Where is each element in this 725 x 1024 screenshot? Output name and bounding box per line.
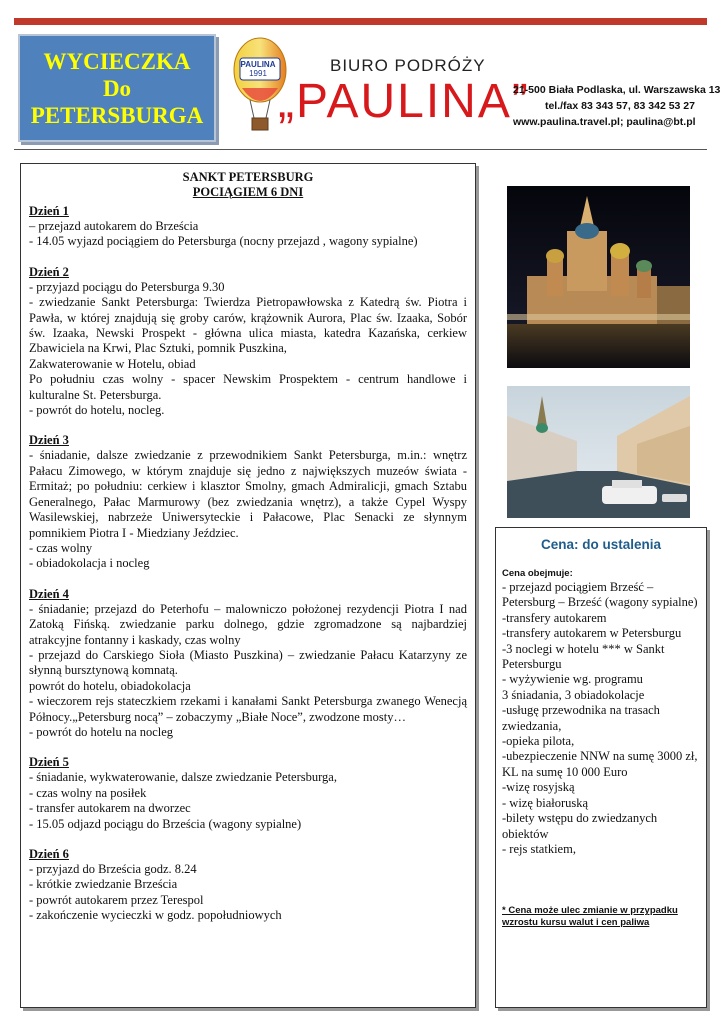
- day-2-line: Zakwaterowanie w Hotelu, obiad: [29, 356, 196, 371]
- price-item: -wizę rosyjską: [502, 780, 575, 795]
- agency-logo: [230, 36, 721, 136]
- day-4-line: - śniadanie; przejazd do Peterhofu – malowniczo położonej rezydencji Piotra I nad Zatoką Fińską. zwiedzanie parku dolnego, gdzie zgromadzone są najbardziej atrakcyjne fontanny i kaskady, czas wolny: [29, 601, 467, 647]
- day-6-line: - przyjazd do Brześcia godz. 8.24: [29, 862, 197, 876]
- price-box: [495, 527, 707, 1008]
- price-includes-label: Cena obejmuje:: [502, 568, 573, 579]
- price-item: - rejs statkiem,: [502, 841, 576, 856]
- day-4-line: - powrót do hotelu na nocleg: [29, 724, 174, 739]
- day-3-line: - śniadanie, dalsze zwiedzanie z przewodnikiem Sankt Petersburga, m.in.: wnętrz Pałacu Zimowego, w którym znajduje się jedno z największych muzeów świata - Ermitaż; po południu: cerkiew i klasztor Smolny, gmach Admiralicji, gmach Sztabu Generalnego, Pałac Marmurowy (bez zwiedzania wnętrz), a także Cypel Wyspy Wasilewskiej, nabrzeże Uniwersyteckie i Pałacowe, Plac Senacki ze słynnym pomnikiem Piotra I - Miedziany Jeździec.: [29, 448, 467, 540]
- trip-title-box: [18, 34, 216, 142]
- price-item: -transfery autokarem: [502, 610, 607, 625]
- day-6-line: - zakończenie wycieczki w godz. popołudniowych: [29, 908, 282, 923]
- day-2-line: Po południu czas wolny - spacer Newskim Prospektem - centrum handlowe i kulturalne St. Petersburga.: [29, 372, 467, 402]
- price-item: - wyżywienie wg. programu: [502, 672, 643, 687]
- day-5-title: Dzień 5: [29, 755, 69, 770]
- church-night-photo: [507, 186, 690, 368]
- canal-photo: [507, 386, 690, 518]
- day-2-line: - zwiedzanie Sankt Petersburga: Twierdza Pietropawłowska z Katedrą św. Piotra i Pawła, w której znajdują się groby carów, krążownik Aurora, Plac św. Izaaka, Sobór św. Izaaka, Newski Prospekt - główna ulica miasta, katedra Kazańska, cerkiew Zbawiciela na Krwi, Plac Sztuki, pomnik Puszkina,: [29, 295, 467, 356]
- balloon-year: 1991: [249, 69, 267, 78]
- day-4-title: Dzień 4: [29, 586, 69, 601]
- price-item: 3 śniadania, 3 obiadokolacje: [502, 687, 645, 702]
- price-item: - przejazd pociągiem Brześć – Petersburg – Brześć (wagony sypialne): [502, 580, 698, 610]
- day-1-line: – przejazd autokarem do Brześcia: [29, 219, 199, 233]
- balloon-label: PAULINA: [240, 60, 276, 69]
- program-heading: SANKT PETERSBURG: [182, 170, 314, 184]
- title-line-1: WYCIECZKA: [43, 48, 191, 74]
- price-item: -usługę przewodnika na trasach zwiedzania,: [502, 703, 660, 733]
- day-6-line: - powrót autokarem przez Terespol: [29, 892, 204, 907]
- day-2-line: - powrót do hotelu, nocleg.: [29, 403, 165, 418]
- day-1-title: Dzień 1: [29, 204, 69, 218]
- day-5-line: - 15.05 odjazd pociągu do Brześcia (wagony sypialne): [29, 816, 302, 831]
- price-item: - wizę białoruską: [502, 795, 589, 810]
- price-item: -opieka pilota,: [502, 734, 575, 749]
- day-4-line: - przejazd do Carskiego Sioła (Miasto Puszkina) – zwiedzanie Pałacu Katarzyny ze słynną bursztynową komnatą.: [29, 647, 467, 678]
- day-5-line: - transfer autokarem na dworzec: [29, 801, 191, 816]
- day-3-line: - czas wolny: [29, 540, 93, 555]
- top-red-bar: [14, 18, 707, 25]
- header-divider: [14, 149, 707, 150]
- title-line-3: PETERSBURGA: [30, 102, 204, 128]
- program-box: [20, 163, 476, 1008]
- price-item: -3 noclegi w hotelu *** w Sankt Petersburgu: [502, 641, 665, 672]
- day-5-line: - czas wolny na posiłek: [29, 785, 147, 800]
- agency-name: „PAULINA”: [278, 75, 530, 128]
- agency-web: www.paulina.travel.pl; paulina@bt.pl: [513, 116, 696, 128]
- day-1-line: - 14.05 wyjazd pociągiem do Petersburga (nocny przejazd , wagony sypialne): [29, 234, 418, 249]
- day-3-line: - obiadokolacja i nocleg: [29, 556, 150, 571]
- biuro-label: BIURO PODRÓŻY: [330, 56, 486, 75]
- day-6-line: - krótkie zwiedzanie Brześcia: [29, 877, 178, 892]
- day-2-line: - przyjazd pociągu do Petersburga 9.30: [29, 279, 225, 294]
- price-note: * Cena może ulec zmianie w przypadku wzrostu kursu walut i cen paliwa: [502, 905, 678, 929]
- program-subheading: POCIĄGIEM 6 DNI: [192, 185, 304, 199]
- price-item: -ubezpieczenie NNW na sumę 3000 zł, KL na sumę 10 000 Euro: [502, 749, 698, 779]
- title-line-2: Do: [102, 75, 132, 101]
- day-4-line: - wieczorem rejs stateczkiem rzekami i kanałami Sankt Petersburga zwanego Wenecją Północy.„Petersburg nocą” – zobaczymy „Białe Noce”, zwodzone mosty…: [29, 694, 467, 724]
- price-title: Cena: do ustalenia: [540, 537, 662, 552]
- day-2-title: Dzień 2: [29, 264, 69, 279]
- day-4-line: powrót do hotelu, obiadokolacja: [29, 678, 191, 693]
- day-3-title: Dzień 3: [29, 433, 69, 448]
- price-item: -bilety wstępu do zwiedzanych obiektów: [502, 811, 658, 841]
- agency-address: 21-500 Biała Podlaska, ul. Warszawska 13: [513, 84, 721, 96]
- price-item: -transfery autokarem w Petersburgu: [502, 626, 682, 641]
- agency-phone: tel./fax 83 343 57, 83 342 53 27: [544, 100, 695, 112]
- day-6-title: Dzień 6: [29, 847, 69, 861]
- day-5-line: - śniadanie, wykwaterowanie, dalsze zwiedzanie Petersburga,: [29, 770, 337, 785]
